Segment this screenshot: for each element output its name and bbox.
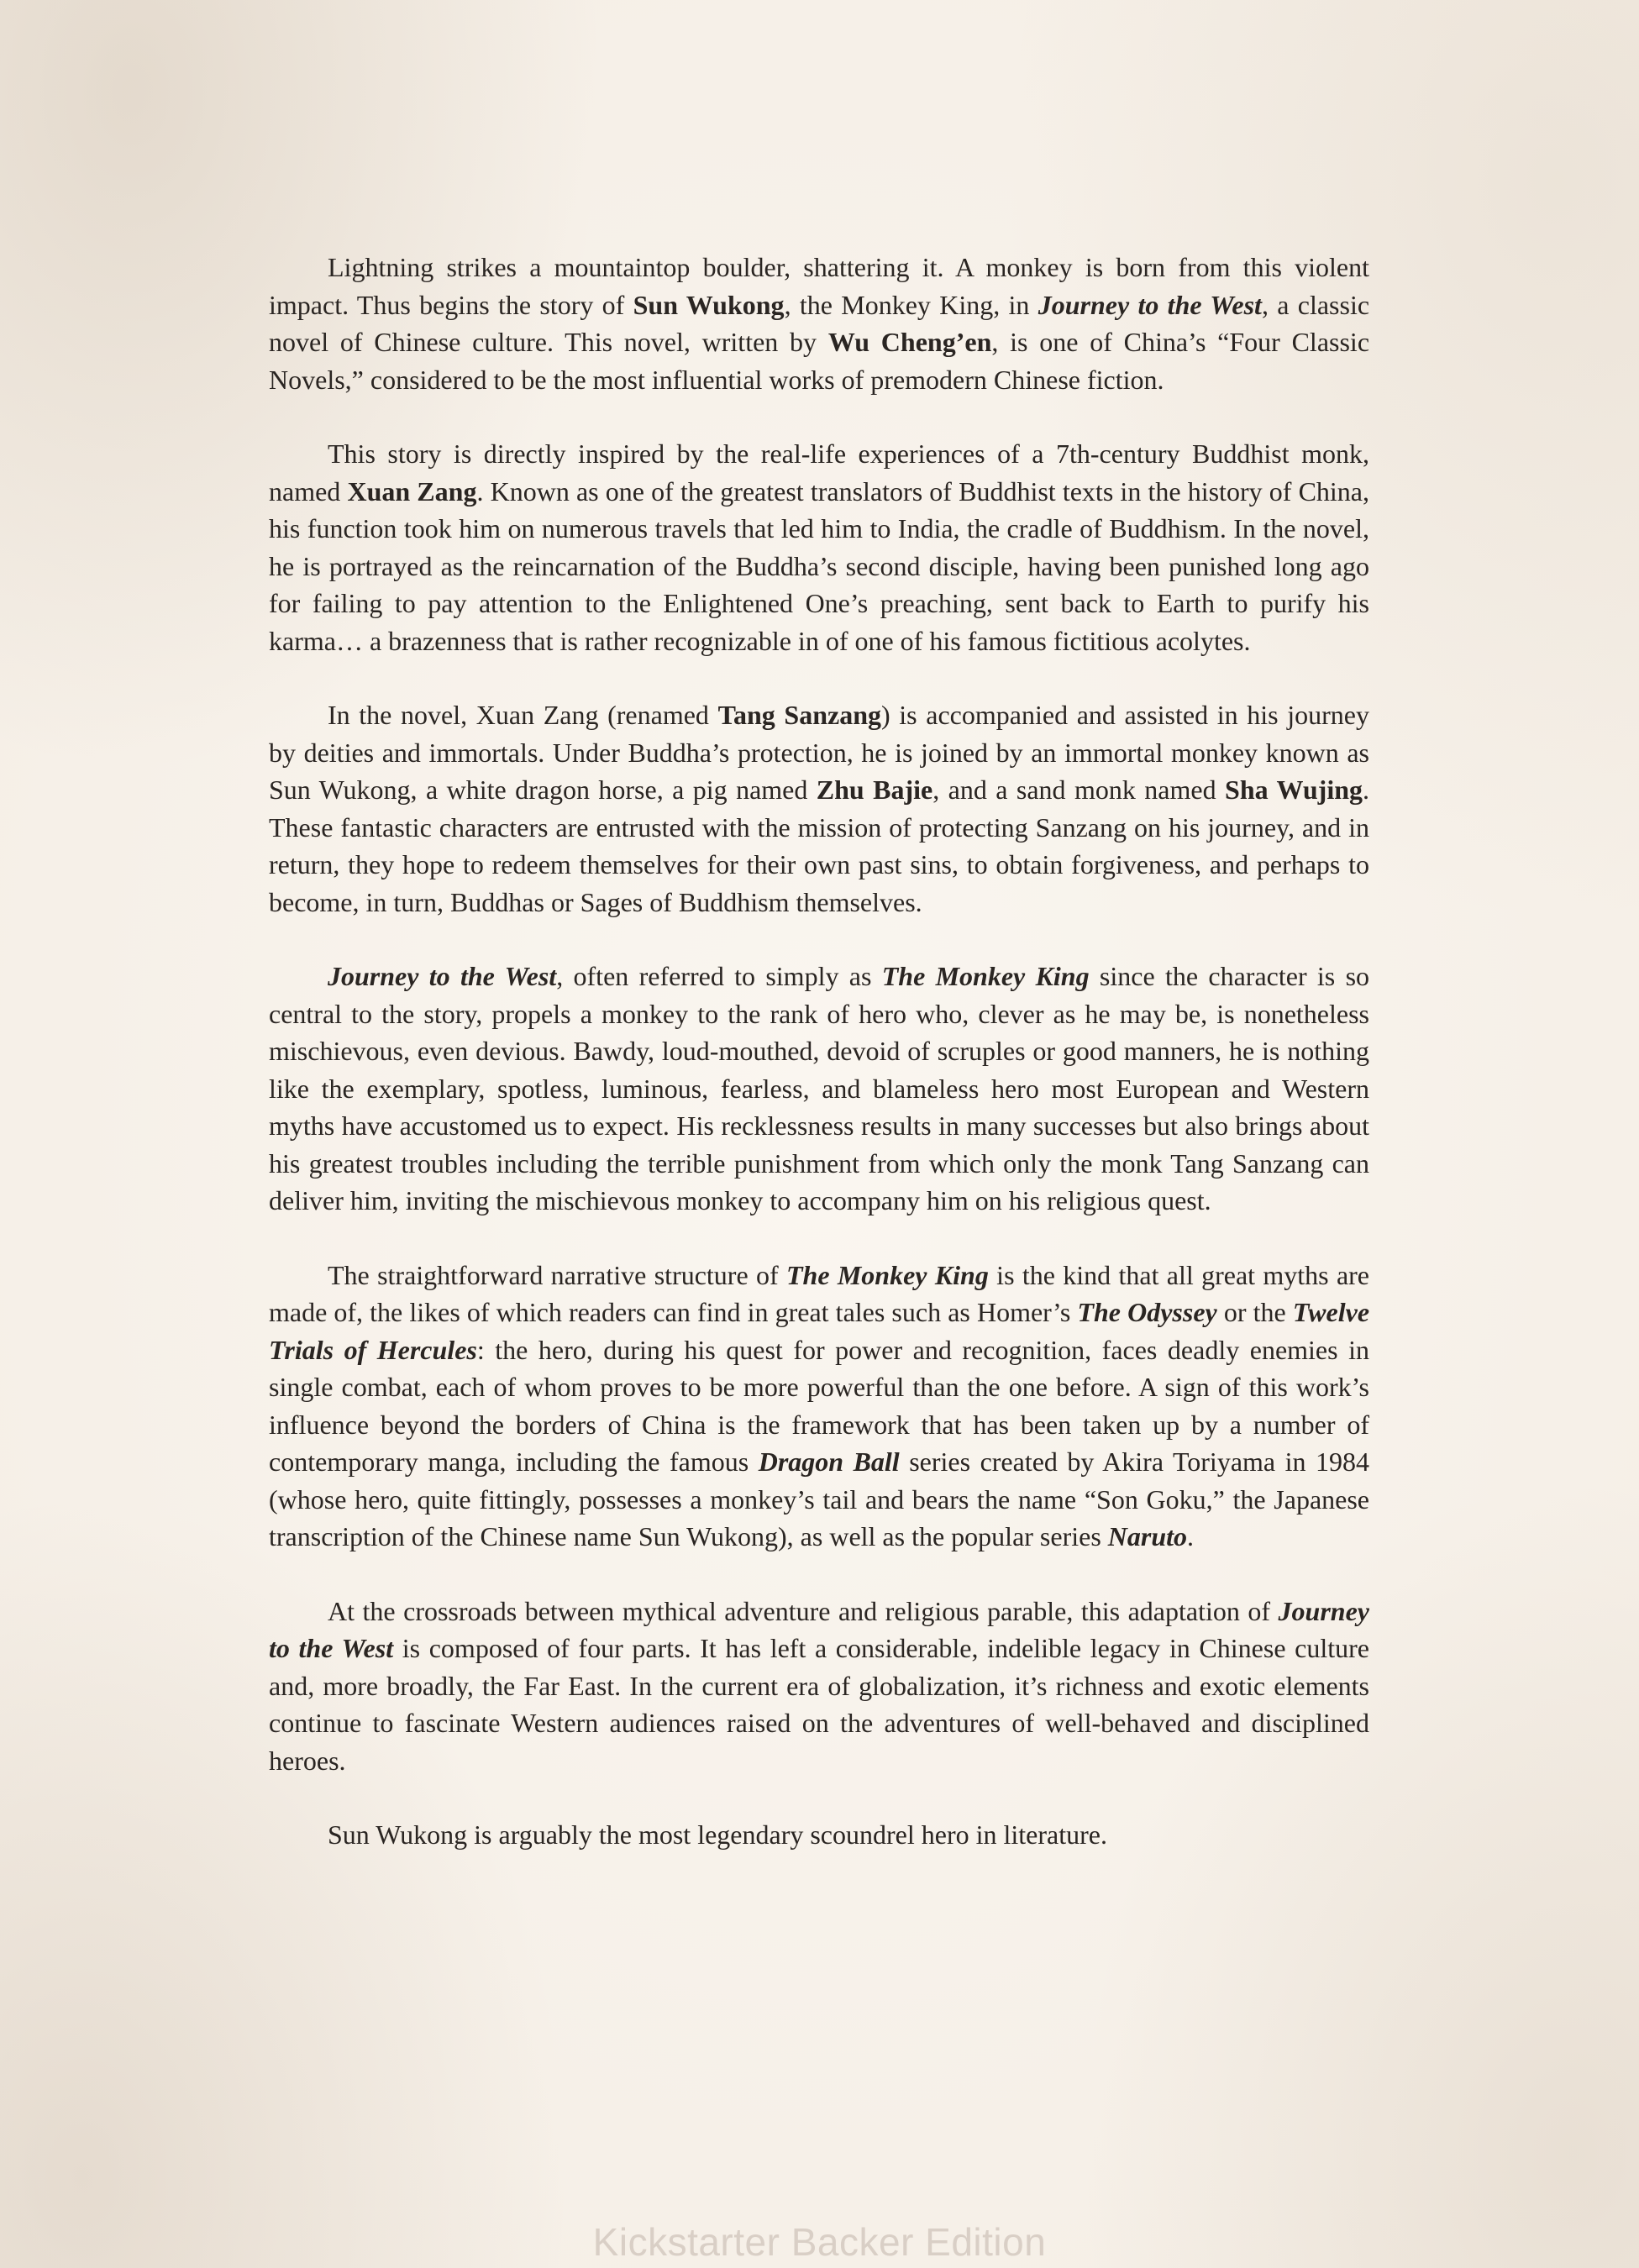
paragraph-1 xyxy=(269,249,1369,398)
body-text-run: , a classic novel of Chinese culture. This novel, written by xyxy=(269,289,1370,357)
emphasis-text: Naruto xyxy=(1107,1521,1188,1551)
body-text-run: The straightforward narrative structure of xyxy=(328,1259,786,1290)
body-text-run: is the kind that all great myths are made of, the likes of which readers can find in great tales such as Homer’s xyxy=(269,1259,1370,1327)
body-text-run: or the xyxy=(1216,1297,1293,1327)
body-text-run: series created by Akira Toriyama in 1984 (whose hero, quite fittingly, possesses a monkey’s tail and bears the name “Son Goku,” the Japanese transcription of the Chinese name Sun Wukong), as well as the popular series xyxy=(269,1446,1370,1551)
body-text-run: ) is accompanied and assisted in his journey by deities and immortals. Under Buddha’s protection, he is joined by an immortal monkey known as Sun Wukong, a white dragon horse, a pig named xyxy=(269,700,1370,805)
body-text-run: Sun Wukong is arguably the most legendary scoundrel hero in literature. xyxy=(328,1819,1107,1850)
body-text-run: At the crossroads between mythical adventure and religious parable, this adaptation of xyxy=(328,1595,1279,1626)
body-text xyxy=(269,249,1369,1891)
body-text-run: . These fantastic characters are entrusted with the mission of protecting Sanzang on his journey, and in return, they hope to redeem themselves for their own past sins, to obtain forgiveness, and perhaps to become, in turn, Buddhas or Sages of Buddhism themselves. xyxy=(269,774,1370,917)
body-text-run: since the character is so central to the story, propels a monkey to the rank of hero who, clever as he may be, is nonetheless mischievous, even devious. Bawdy, loud-mouthed, devoid of scruples or good manners, he is nothing like the exemplary, spotless, luminous, fearless, and blameless hero most European and Western myths have accustomed us to expect. His recklessness results in many successes but also brings about his greatest troubles including the terrible punishment from which only the monk Tang Sanzang can deliver him, inviting the mischievous monkey to accompany him on his religious quest. xyxy=(269,961,1370,1215)
body-text-run: : the hero, during his quest for power and recognition, faces deadly enemies in single combat, each of whom proves to be more powerful than the one before. A sign of this work’s influence beyond the borders of China is the framework that has been taken up by a number of contemporary manga, including the famous xyxy=(269,1334,1370,1477)
body-text-run: is composed of four parts. It has left a considerable, indelible legacy in Chinese culture and, more broadly, the Far East. In the current era of globalization, it’s richness and exotic elements continue to fascinate Western audiences raised on the adventures of well-behaved and disciplined heroes. xyxy=(269,1633,1370,1776)
paragraph-2 xyxy=(269,435,1369,659)
body-text-run: , and a sand monk named xyxy=(932,774,1226,805)
emphasis-text: Zhu Bajie xyxy=(816,774,933,805)
emphasis-text: The Monkey King xyxy=(881,961,1090,991)
paragraph-3 xyxy=(269,696,1369,921)
emphasis-text: Twelve Trials of Hercules xyxy=(269,1297,1370,1365)
emphasis-text: Dragon Ball xyxy=(758,1446,900,1477)
body-text-run: Lightning strikes a mountaintop boulder, shattering it. A monkey is born from this violent impact. Thus begins the story of xyxy=(269,252,1369,320)
body-text-run: , the Monkey King, in xyxy=(784,289,1038,320)
emphasis-text: Wu Cheng’en xyxy=(827,327,992,357)
paragraph-6 xyxy=(269,1593,1369,1780)
emphasis-text: Tang Sanzang xyxy=(717,700,881,730)
emphasis-text: Sun Wukong xyxy=(633,289,785,320)
emphasis-text: Journey to the West xyxy=(328,961,557,991)
paragraph-5 xyxy=(269,1257,1369,1556)
emphasis-text: Xuan Zang xyxy=(347,475,477,507)
emphasis-text: Sha Wujing xyxy=(1225,774,1363,805)
emphasis-text: The Monkey King xyxy=(785,1259,989,1290)
paragraph-7 xyxy=(269,1816,1369,1854)
emphasis-text: Journey to the West xyxy=(1038,289,1262,320)
body-text-run: . xyxy=(1187,1521,1195,1551)
emphasis-text: Journey to the West xyxy=(269,1595,1369,1663)
body-text-run: This story is directly inspired by the real-life experiences of a 7th-century Buddhist monk, named xyxy=(269,438,1369,507)
emphasis-text: The Odyssey xyxy=(1077,1297,1217,1327)
body-text-run: . Known as one of the greatest translators of Buddhist texts in the history of China, his function took him on numerous travels that led him to India, the cradle of Buddhism. In the novel, he is portrayed as the reincarnation of the Buddha’s second disciple, having been punished long ago for failing to pay attention to the Enlightened One’s preaching, sent back to Earth to purify his karma… a brazenness that is rather recognizable in of one of his famous fictitious acolytes. xyxy=(269,475,1370,656)
body-text-run: , often referred to simply as xyxy=(556,961,882,991)
watermark-footer: Kickstarter Backer Edition xyxy=(592,2220,1047,2264)
paragraph-4 xyxy=(269,958,1369,1220)
body-text-run: In the novel, Xuan Zang (renamed xyxy=(328,700,718,730)
body-text-run: , is one of China’s “Four Classic Novels,” considered to be the most influential works of premodern Chinese fiction. xyxy=(269,327,1370,395)
